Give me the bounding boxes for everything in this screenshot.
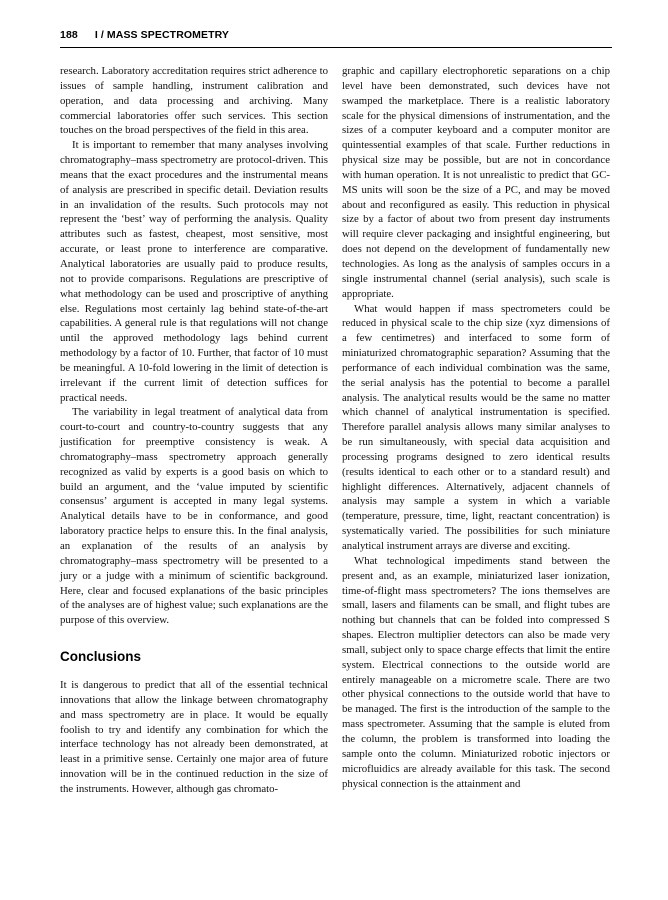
- page-number: 188: [60, 29, 78, 41]
- paragraph: The variability in legal treatment of analytical data from court-to-court and country-to-country suggests that any justification for preemptive consistency is weak. A chromatography–mass spectrometry approach generally recognized as valid by experts is a good basis on which to build an argument, and the ‘value imputed by scientific consensus’ argument is accepted in many legal systems. Analytical details have to be in conformance, and good laboratory practice helps to ensure this. In the final analysis, an explanation of the results of an analysis by chromatography–mass spectrometry will be presented to a jury or a judge with a minimum of scientific background. Here, clear and focused explanations of the basic principles of the analyses are of highest value; such explanations are the purpose of this overview.: [60, 406, 328, 627]
- running-header: [60, 29, 612, 45]
- paragraph: What technological impediments stand between the present and, as an example, miniaturized laser ionization, time-of-flight mass spectrometers? The ions themselves are small, lasers and filaments can be small, and flight tubes are nothing but channels that can be folded into compressed S shapes. Electron multiplier detectors can also be made very small, subject only to space charge effects that limit the entire system. Electrical connections to the outside world are entirely manageable on a micrometre scale. There are two other physical connections to the outside world that have to be managed. The first is the introduction of the sample to the mass spectrometer. Assuming that the sample is eluted from the column, the problem is transformed into loading the sample onto the column. Miniaturized robotic injectors or microfluidics are already available for this task. The second physical connection is the attainment and: [342, 554, 610, 790]
- header-rule: [60, 47, 612, 48]
- running-title: I / MASS SPECTROMETRY: [94, 29, 229, 41]
- paragraph: What would happen if mass spectrometers could be reduced in physical scale to the chip size (xyz dimensions of a few centimetres) and interfaced to some form of miniaturized chromatographic separation? Assuming that the performance of each individual combination was the same, the serial analysis has the potential to become a parallel analysis. The analytical results would be the same no matter which channel of analytical instrumentation is specified. Therefore parallel analysis allows many similar analyses to be run simultaneously, with special data acquisition and processing programs designed to zero identical results (results identical to each other or to a standard result) and highlight differences. Alternatively, adjacent channels of analysis may sample a system in which a variable (temperature, pressure, time, light, reactant concentration) is systematically varied. The possibilities for such miniature analytical instrument arrays are diverse and exciting.: [342, 302, 610, 552]
- left-column: [60, 64, 328, 797]
- paragraph: It is dangerous to predict that all of the essential technical innovations that allow the linkage between chromatography and mass spectrometry are in place. It would be equally foolish to try and identify any combination for which the interface technology has not already been demonstrated, at least in a primitive sense. Certainly one major area of future innovation will be in the continued reduction in the size of the instruments. However, although gas chromato-: [60, 679, 328, 795]
- paragraph: It is important to remember that many analyses involving chromatography–mass spectrometry are protocol-driven. This means that the exact procedures and the instrumental means of analysis are prescribed in specific detail. Deviation results in an invalidation of the results. Such protocols may not represent the ‘best’ way of performing the analysis. Quality attributes such as fastest, cheapest, most sensitive, most accurate, or least prone to interference are comparative. Analytical laboratories are usually paid to produce results, not to provide comparisons. Regulations are prescriptive of what methodology can be used and proscriptive of anything else. Regulations most certainly lag behind state-of-the-art capabilities. A general rule is that regulations will not change until the approved methodology lags behind current methodology by a factor of 10. Further, that factor of 10 must be meaningful. A 10-fold lowering in the limit of detection is irrelevant if the current limit of detection suffices for practical needs.: [60, 139, 328, 404]
- paragraph: graphic and capillary electrophoretic separations on a chip level have been demonstrated, such devices have not swamped the marketplace. There is a realistic laboratory scale for the physical dimensions of instrumentation, and the sizes of a computer keyboard and a computer monitor are quintessential examples of that scale. Further reductions in physical size may be possible, but are not in concordance with human operation. It is not unrealistic to predict that GC-MS units will soon be the size of a PC, and may be moved about and reconfigured as easily. This reduction in physical size by a factor of about two from present day instruments will require clever packaging and insightful engineering, but does not depend on the development of fundamentally new technologies. As long as the analysis of samples occurs in a single instrumental channel (serial analysis), such scale is appropriate.: [342, 65, 610, 300]
- right-column: [342, 64, 610, 791]
- section-heading-conclusions: Conclusions: [60, 649, 142, 665]
- paragraph: research. Laboratory accreditation requires strict adherence to issues of sample handling, instrument calibration and operation, and data processing and archiving. Many commercial laboratories offer such services. This section touches on the broad perspectives of the field in this area.: [60, 65, 328, 137]
